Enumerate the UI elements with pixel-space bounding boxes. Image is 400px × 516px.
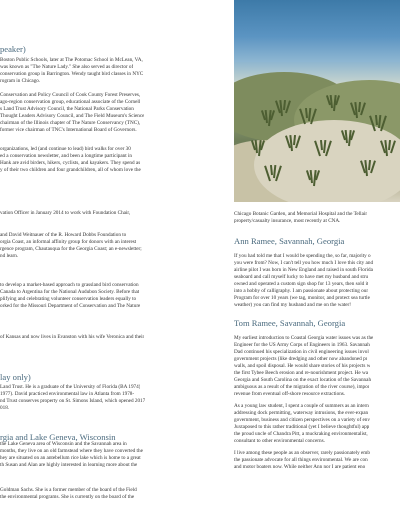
text-line: airline pilot I was born in New England and raised in south Florida [234,267,373,273]
text-line: into a hobby of calligraphy. I am passionate about protecting our [234,288,369,294]
text-line: Hank are avid birders, hikers, cyclists, and kayakers. They spend as [0,160,141,166]
text-line: orgia Coast, an informal affinity group for donors with an interest [0,239,137,245]
text-line: and motor boaters now. While neither Ann nor I are patient eno [234,464,366,470]
text-line: of Kansas and now lives in Evanston with his wife Veronica and their [0,334,145,340]
text-line: My earliest introduction to Coastal Georgia water issues was as the [234,335,374,341]
beach-dunes-photo [234,0,400,202]
text-line: I live among these people as an observer, rarely passionately emb [234,450,370,456]
text-line: Boston Public Schools, later at The Potomac School in McLean, VA, [0,57,143,63]
text-line: weather) you can find my husband and me on the water! [234,302,351,308]
text-line: government, business and citizen perspectives on a variety of env [234,417,370,423]
text-line: Engineer for the US Army Corps of Engineers in 1963. Savannah [234,342,370,348]
text-line: th Susan and Alan are highly interested in learning more about the [0,462,138,468]
text-line: Canada to Argentina for the National Audubon Society. Before that [0,289,140,295]
text-line: Goldman Sachs. She is a former member of the board of the Field [0,487,137,493]
section-heading: peaker) [0,44,26,54]
text-line: former vice chairman of TNC's International Board of Governors. [0,127,137,133]
text-line: owned and operated a custom sign shop for 13 years, then sold it [234,281,369,287]
text-line: conservation group in Barrington. Wendy taught bird classes in NYC [0,71,144,77]
text-line: consultant to other environmental concerns. [234,438,325,444]
text-line: the Lake Geneva area of Wisconsin and the Savannah area in [0,441,127,447]
text-line: plifying and celebrating volunteer conservation leaders equally to [0,296,137,302]
text-line: walls, and spoil disposal. He would share stories of his projects w [234,363,371,369]
text-line: 018. [0,405,10,411]
text-line: ago-region conservation group, educational associate of the Cornell [0,99,141,105]
text-line: Dad continued his specialization in civil engineering issues invol [234,349,369,355]
text-line: As a young law student, I spent a couple of summers as an intern [234,403,369,409]
text-line: nd learn. [0,253,19,259]
text-line: the environmental programs. She is currently on the board of the [0,494,135,500]
text-line: Juxtaposed to this rather traditional (yet I believe thoughtful) app [234,424,370,430]
section-heading: Ann Ramee, Savannah, Georgia [234,236,345,246]
text-line: property/casualty insurance, most recently at CNA. [234,218,341,224]
text-line: ed a conservation newsletter, and been a longtime participant in [0,153,133,159]
text-line: Georgia and South Carolina on the exact location of the Savannah [234,377,372,383]
text-line: government projects (like dredging and other now abandoned pr [234,356,368,362]
text-line: Conservation and Policy Council of Cook County Forest Preserves, [0,92,141,98]
text-line: 1977). David practiced environmental law in Atlanta from 1978- [0,391,135,397]
text-line: to develop a market-based approach to grassland bird conservation [0,282,139,288]
text-line: and David Weitnauer of the R. Howard Dobbs Foundation to [0,232,127,238]
text-line: organizations, led (and continue to lead) bird walks for over 30 [0,146,131,152]
text-line: months, they live on an old farmstead where they have converted the [0,448,143,454]
text-line: seaboard and call myself lucky to have met my husband and stru [234,274,369,280]
text-line: hey are situated on an antebellum rice lake which is home to a great [0,455,141,461]
text-line: revenue from eventual off-shore resource extractions. [234,391,346,397]
text-line: s Land Trust Advisory Council, the National Parks Conservation [0,106,134,112]
text-line: Thought Leaders Advisory Council, and The Field Museum's Science [0,113,145,119]
text-line: was known as "The Nature Lady." She also served as director of [0,64,134,70]
text-line: Program for over 10 years (we tag, monitor, and protect sea turtle [234,295,370,301]
text-line: Land Trust. He is a graduate of the University of Florida (BA 1974) [0,384,141,390]
text-line: vation Officer in January 2014 to work with Foundation Chair, [0,210,131,216]
text-line: nd Trust conserves property on St. Simons Island, which opened 2017 [0,398,146,404]
text-line: Chicago Botanic Garden, and Memorial Hospital and the Tellair [234,211,368,217]
text-line: the proud uncle of Chandra Pitt, a muckraking environmentalist, [234,431,368,437]
text-line: rgence program, Chautauqua for the Georgia Coast; an e-newsletter; [0,246,142,252]
text-line: chairman of the Illinois chapter of The Nature Conservancy (TNC), [0,120,141,126]
text-line: rogram in Chicago. [0,78,41,84]
section-heading: lay only) [0,372,31,382]
text-line: you were from? Now, I can't tell you how much I love this city and [234,260,374,266]
text-line: the passionate advocate for all things environmental. We are con [234,457,368,463]
text-line: the first Tybee Beech erosion and re-nourishment project. He wa [234,370,369,376]
text-line: orked for the Missouri Department of Conservation and The Nature [0,303,141,309]
text-line: addressing dock permitting, waterway intrusions, the ever-expan [234,410,369,416]
section-heading: rgia and Lake Geneva, Wisconsin [0,432,116,442]
text-line: ambiguous as a result of the migration of the river course), impor [234,384,370,390]
text-line: If you had told me that I would be spending the, so far, majority o [234,253,371,259]
text-line: y of their two children and four grandchildren, all of whom love the [0,167,141,173]
section-heading: Tom Ramee, Savannah, Georgia [234,318,346,328]
